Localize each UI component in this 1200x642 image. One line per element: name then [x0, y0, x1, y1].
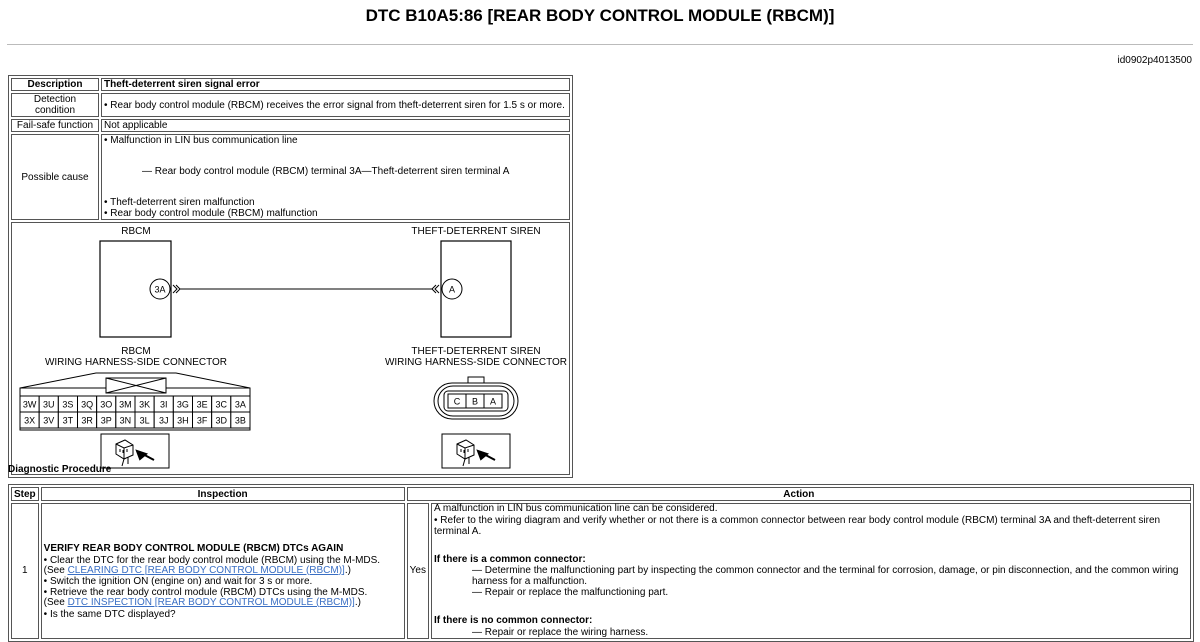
cause-subitem: — Rear body control module (RBCM) terminal 3A—Theft-deterrent siren terminal A	[104, 166, 567, 177]
pin-label: 3J	[158, 415, 169, 426]
cause-item: • Rear body control module (RBCM) malfunction	[104, 208, 567, 219]
siren-pin-label: B	[471, 396, 479, 407]
inspection-bullet: • Switch the ignition ON (engine on) and wait for 3 s or more.	[44, 576, 402, 587]
siren-connector-title: THEFT-DETERRENT SIREN	[411, 346, 541, 357]
inspection-bullet: • Retrieve the rear body control module (RBCM) DTCs using the M-MDS.	[44, 587, 402, 598]
detection-label: Detection condition	[11, 93, 99, 117]
description-row	[11, 78, 570, 91]
detection-bullet: • Rear body control module (RBCM) receives the error signal from theft-deterrent siren for 1.5 s or more.	[104, 100, 567, 111]
action-cell	[431, 503, 1191, 639]
siren-connector-subtitle: WIRING HARNESS-SIDE CONNECTOR	[384, 357, 568, 368]
see-reference: (See DTC INSPECTION [REAR BODY CONTROL MODULE (RBCM)].)	[43, 597, 361, 608]
pin-label: 3N	[119, 415, 132, 426]
inspection-heading: VERIFY REAR BODY CONTROL MODULE (RBCM) DTCs AGAIN	[43, 543, 344, 554]
wiring-diagram-cell	[11, 222, 570, 475]
inspection-cell	[41, 503, 405, 639]
pin-label: 3P	[100, 415, 112, 426]
common-connector-heading: If there is a common connector:	[434, 553, 586, 565]
pin-label: 3W	[22, 399, 37, 410]
action-subitem: — Repair or replace the malfunctioning part.	[434, 587, 1188, 598]
procedure-step-row	[11, 503, 1191, 639]
rbcm-connector-chevron	[173, 285, 180, 293]
siren-pin-label: C	[453, 396, 461, 407]
inspection-bullet: • Clear the DTC for the rear body control module (RBCM) using the M-MDS.	[44, 555, 402, 566]
diagnostic-procedure-table	[8, 484, 1194, 642]
failsafe-label: Fail-safe function	[11, 119, 99, 132]
action-subitem: — Determine the malfunctioning part by inspecting the common connector and the terminal for corrosion, damage, or pin disconnection, and the common wiring harness for a malfunction.	[434, 565, 1188, 587]
pin-label: 3G	[176, 399, 189, 410]
siren-connector-chevron	[432, 285, 439, 293]
dtc-info-table	[8, 75, 573, 478]
rbcm-connector-title: RBCM	[121, 346, 151, 357]
action-bullet: • Refer to the wiring diagram and verify whether or not there is a common connector between rear body control module (RBCM) terminal 3A and theft-deterrent siren terminal A.	[434, 515, 1188, 537]
pin-label: 3C	[215, 399, 228, 410]
pin-label: 3D	[215, 415, 228, 426]
pin-label: 3E	[196, 399, 208, 410]
step-number: 1	[11, 503, 39, 639]
rbcm-connector-subtitle: WIRING HARNESS-SIDE CONNECTOR	[44, 357, 228, 368]
detection-value	[101, 93, 570, 117]
pin-label: 3V	[43, 415, 55, 426]
pin-label: 3M	[119, 399, 132, 410]
wiring-diagram	[12, 223, 569, 474]
step-header: Step	[11, 487, 39, 501]
pin-label: 3F	[196, 415, 208, 426]
siren-terminal-label: A	[448, 284, 456, 295]
procedure-header-row	[11, 487, 1191, 501]
rbcm-connector-view-icon	[101, 434, 169, 468]
pin-label: 3I	[159, 399, 168, 410]
action-intro: A malfunction in LIN bus communication line can be considered.	[434, 503, 718, 514]
pin-label: 3L	[139, 415, 150, 426]
pin-label: 3B	[234, 415, 246, 426]
page-title: DTC B10A5:86 [REAR BODY CONTROL MODULE (RBCM)]	[365, 6, 835, 25]
pin-label: 3H	[177, 415, 189, 426]
pin-label: 3O	[100, 399, 113, 410]
rbcm-pin-grid	[20, 396, 250, 428]
clearing-dtc-link[interactable]: CLEARING DTC [REAR BODY CONTROL MODULE (RBCM)]	[67, 564, 345, 576]
pin-label: 3A	[234, 399, 246, 410]
pin-label: 3S	[62, 399, 74, 410]
diagram-row	[11, 222, 570, 475]
rbcm-title: RBCM	[121, 226, 151, 237]
pin-label: 3X	[24, 415, 36, 426]
no-common-connector-heading: If there is no common connector:	[434, 615, 593, 626]
siren-pin-row	[448, 394, 502, 408]
inspection-header: Inspection	[41, 487, 405, 501]
detection-row	[11, 93, 570, 117]
answer-yes: Yes	[407, 503, 429, 639]
cause-label: Possible cause	[11, 134, 99, 220]
document-id: id0902p4013500	[1117, 55, 1192, 66]
siren-pin-label: A	[489, 396, 497, 407]
rbcm-terminal-label: 3A	[154, 284, 166, 295]
cause-item: • Malfunction in LIN bus communication line	[104, 135, 567, 146]
failsafe-value: Not applicable	[101, 119, 570, 132]
inspection-question: • Is the same DTC displayed?	[44, 609, 402, 620]
pin-label: 3T	[62, 415, 74, 426]
pin-label: 3R	[81, 415, 93, 426]
cause-value	[101, 134, 570, 220]
cause-item: • Theft-deterrent siren malfunction	[104, 197, 567, 208]
pin-label: 3K	[139, 399, 151, 410]
description-value: Theft-deterrent siren signal error	[101, 78, 570, 91]
title-divider	[7, 44, 1193, 45]
description-label: Description	[11, 78, 99, 91]
section-title: Diagnostic Procedure	[8, 464, 112, 475]
action-header: Action	[407, 487, 1191, 501]
dtc-inspection-link[interactable]: DTC INSPECTION [REAR BODY CONTROL MODULE (RBCM)]	[67, 597, 355, 608]
siren-connector-view-icon	[442, 434, 510, 468]
cause-row	[11, 134, 570, 220]
pin-label: 3U	[42, 399, 55, 410]
see-reference: (See CLEARING DTC [REAR BODY CONTROL MODULE (RBCM)].)	[43, 564, 351, 576]
failsafe-row	[11, 119, 570, 132]
siren-title: THEFT-DETERRENT SIREN	[411, 226, 541, 237]
pin-label: 3Q	[81, 399, 94, 410]
action-subitem: — Repair or replace the wiring harness.	[434, 627, 1188, 638]
